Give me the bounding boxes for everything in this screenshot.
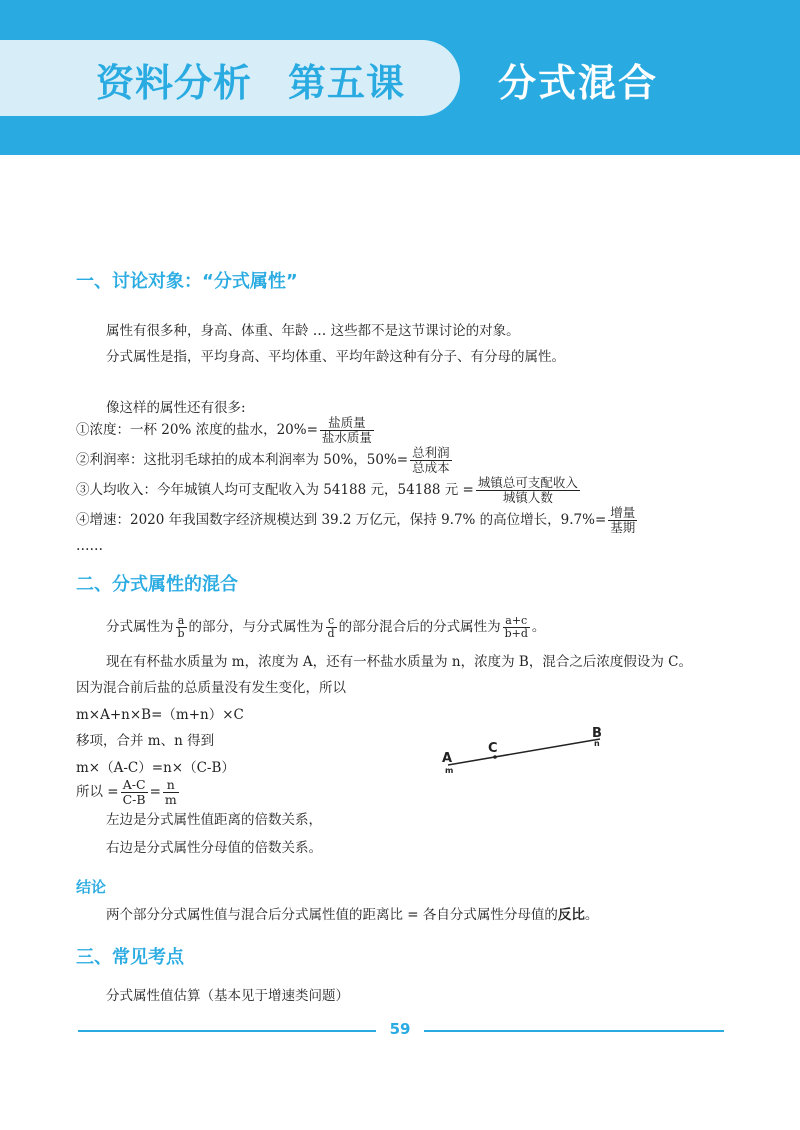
equation-2: m×（A-C）=n×（C-B）	[76, 760, 235, 776]
fraction: $\frac{\text{总利润}}{\text{总成本}}$	[412, 445, 450, 475]
fraction-distance: $\frac{A-C}{C-B}$	[122, 777, 146, 807]
example-item-income: ③人均收入：今年城镇人均可支配收入为 54188 元，54188 元 = $\frac{\text{城镇总可支配收入}}{\text{城镇人数}}$	[76, 475, 578, 505]
fraction-a-b: $\frac{a}{b}$	[177, 614, 185, 641]
section1-para1: 属性有很多种，身高、体重、年龄 … 这些都不是这节课讨论的对象。	[106, 323, 520, 339]
section1-heading: 一、讨论对象：“分式属性”	[76, 271, 298, 292]
label-b: B	[592, 726, 602, 741]
section2-heading: 二、分式属性的混合	[76, 574, 238, 595]
fraction-denominator: $\frac{n}{m}$	[164, 777, 177, 807]
conclusion-title: 结论	[76, 878, 107, 896]
fraction-mixed: $\frac{a+c}{b+d}$	[504, 614, 528, 641]
label-a: A	[442, 751, 453, 766]
section1-para3: 像这样的属性还有很多:	[106, 400, 246, 416]
ellipsis: ……	[76, 538, 103, 554]
mixing-line2: 因为混合前后盐的总质量没有发生变化，所以	[76, 680, 346, 696]
header-course	[96, 52, 405, 107]
fraction: $\frac{\text{增量}}{\text{基期}}$	[610, 505, 636, 535]
label-b-sub: n	[594, 739, 600, 748]
label-a-sub: m	[445, 766, 454, 775]
mixing-intro: 分式属性为 $\frac{a}{b}$ 的部分，与分式属性为 $\frac{c}{d}$ 的部分混合后的分式属性为 $\frac{a+c}{b+d}$ 。	[106, 614, 546, 641]
conclusion-text: 两个部分分式属性值与混合后分式属性值的距离比 = 各自分式属性分母值的反比。	[106, 907, 599, 923]
example-item-profit: ②利润率：这批羽毛球拍的成本利润率为 50%，50%= $\frac{\text{总利润}}{\text{总成本}}$	[76, 445, 450, 475]
note-left: 左边是分式属性值距离的倍数关系，	[106, 812, 322, 828]
mixing-line1: 现在有杯盐水质量为 m，浓度为 A，还有一杯盐水质量为 n，浓度为 B，混合之后浓度假设为 C。	[106, 654, 692, 670]
section1-para2: 分式属性是指，平均身高、平均体重、平均年龄这种有分子、有分母的属性。	[106, 349, 565, 365]
section3-para1: 分式属性值估算（基本见于增速类问题）	[106, 988, 349, 1004]
page-number: 59	[389, 1020, 411, 1038]
equation-3: 所以 = $\frac{A-C}{C-B}$ = $\frac{n}{m}$	[76, 777, 177, 807]
example-item-concentration: ①浓度：一杯 20% 浓度的盐水，20%= $\frac{\text{盐质量}}{\text{盐水质量}}$	[76, 415, 372, 445]
section3-heading: 三、常见考点	[76, 947, 184, 968]
example-item-growth: ④增速：2020 年我国数字经济规模达到 39.2 万亿元，保持 9.7% 的高位增长，9.7%= $\frac{\text{增量}}{\text{基期}}$	[76, 505, 636, 535]
fraction: $\frac{\text{城镇总可支配收入}}{\text{城镇人数}}$	[477, 475, 578, 505]
mixing-line	[448, 739, 600, 765]
header-lesson: 第五课	[288, 61, 406, 105]
label-c: C	[488, 741, 498, 756]
header-subject: 资料分析	[96, 61, 253, 105]
equation-1: m×A+n×B=（m+n）×C	[76, 707, 244, 723]
header-title: 分式混合	[498, 61, 659, 105]
fraction: $\frac{\text{盐质量}}{\text{盐水质量}}$	[321, 415, 372, 445]
conclusion-bold: 反比	[557, 907, 585, 923]
mixing-line3: 移项，合并 m、n 得到	[76, 733, 215, 749]
footer-line-right	[424, 1030, 724, 1032]
note-right: 右边是分式属性分母值的倍数关系。	[106, 840, 322, 856]
mixing-diagram	[430, 715, 620, 785]
footer-line-left	[78, 1030, 376, 1032]
fraction-c-d: $\frac{c}{d}$	[327, 614, 335, 641]
